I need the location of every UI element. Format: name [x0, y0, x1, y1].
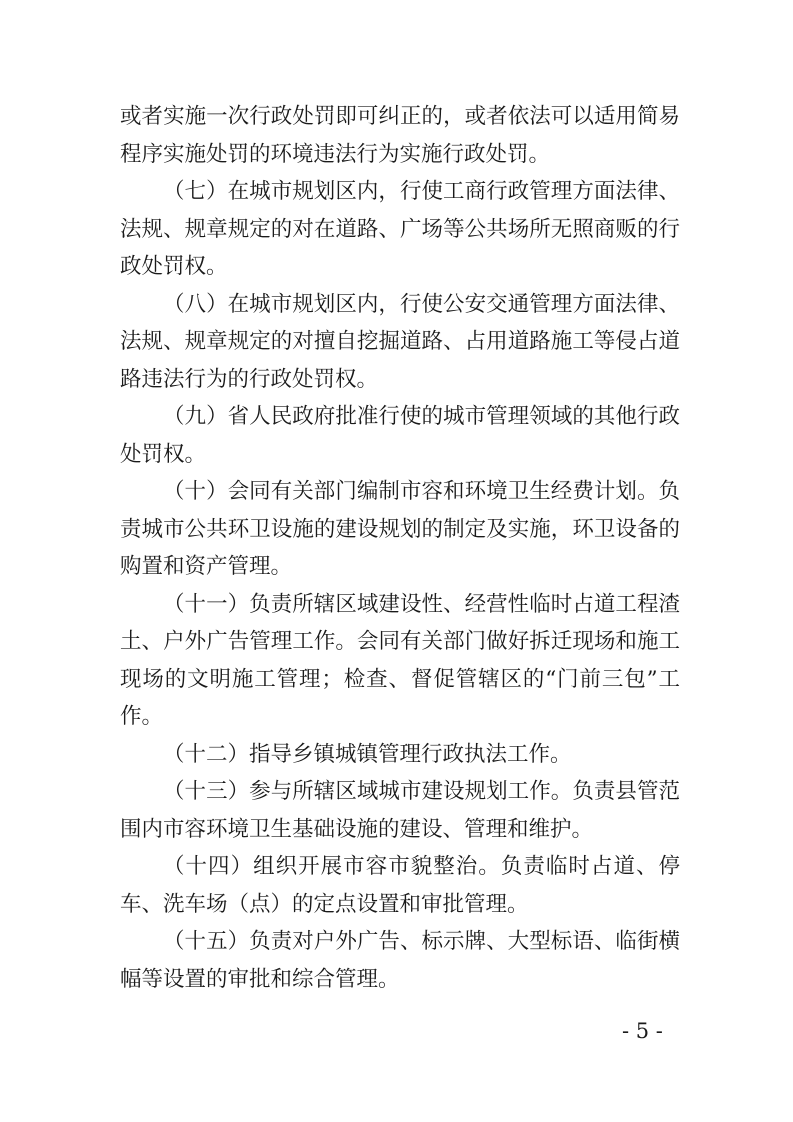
page-number: - 5 -: [622, 1019, 663, 1043]
paragraph-item-7: （七）在城市规划区内，行使工商行政管理方面法律、法规、规章规定的对在道路、广场等公共场所无照商贩的行政处罚权。: [120, 179, 680, 279]
paragraph-item-9: （九）省人民政府批准行使的城市管理领域的其他行政处罚权。: [120, 404, 680, 467]
paragraph-item-13: （十三）参与所辖区域城市建设规划工作。负责县管范围内市容环境卫生基础设施的建设、管理和维护。: [120, 779, 680, 842]
paragraph-item-15: （十五）负责对户外广告、标示牌、大型标语、临街横幅等设置的审批和综合管理。: [120, 929, 680, 992]
paragraph-item-12: （十二）指导乡镇城镇管理行政执法工作。: [163, 741, 572, 767]
document-body: [120, 98, 680, 998]
paragraph-item-8: （八）在城市规划区内，行使公安交通管理方面法律、法规、规章规定的对擅自挖掘道路、占用道路施工等侵占道路违法行为的行政处罚权。: [120, 291, 680, 392]
paragraph-continued: 或者实施一次行政处罚即可纠正的，或者依法可以适用简易程序实施处罚的环境违法行为实施行政处罚。: [120, 104, 680, 167]
paragraph-item-11: （十一）负责所辖区域建设性、经营性临时占道工程渣土、户外广告管理工作。会同有关部门做好拆迁现场和施工现场的文明施工管理；检查、督促管辖区的“门前三包”工作。: [120, 591, 680, 729]
paragraph-item-10: （十）会同有关部门编制市容和环境卫生经费计划。负责城市公共环卫设施的建设规划的制定及实施，环卫设备的购置和资产管理。: [120, 479, 680, 579]
paragraph-item-14: （十四）组织开展市容市貌整治。负责临时占道、停车、洗车场（点）的定点设置和审批管理。: [120, 854, 680, 917]
